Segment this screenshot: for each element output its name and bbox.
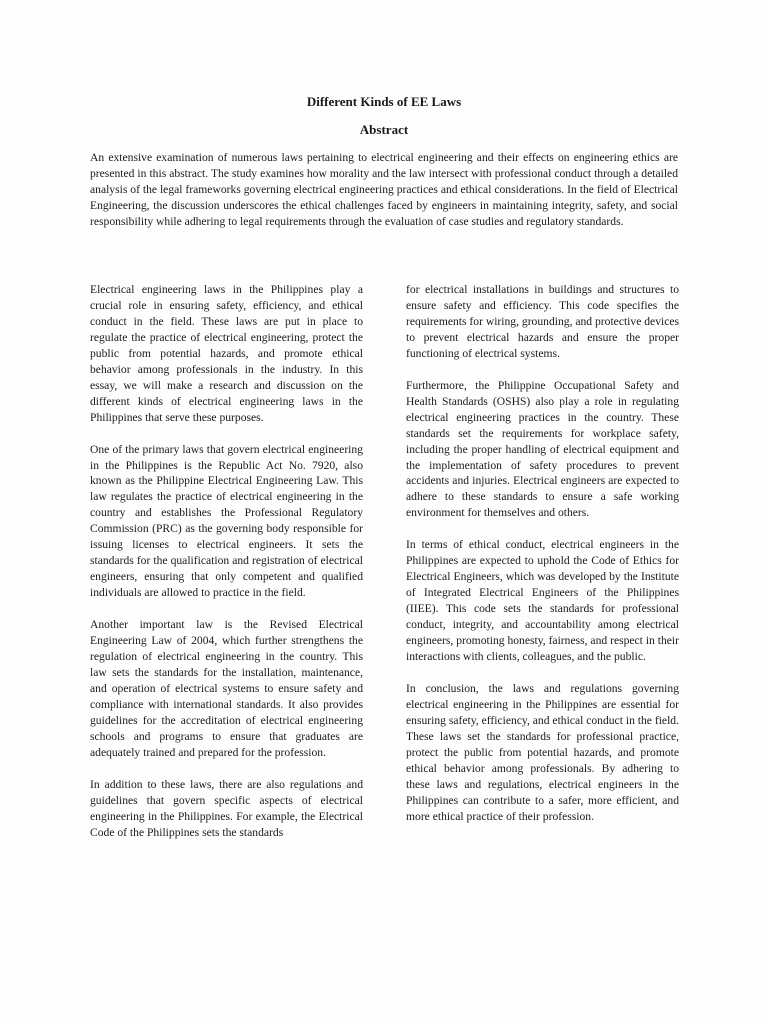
right-column <box>406 282 679 841</box>
left-paragraph-4: In addition to these laws, there are also regulations and guidelines that govern specific aspects of electrical engineering in the Philippines. For example, the Electrical Code of the Philippines sets the standards <box>90 777 363 839</box>
right-paragraph-3: In terms of ethical conduct, electrical engineers in the Philippines are expected to uphold the Code of Ethics for Electrical Engineers, which was developed by the Institute of Integrated Electrical Engineers of the Philippines (IIEE). This code sets the standards for professional conduct, integrity, and accountability among electrical engineers, promoting honesty, fairness, and respect in their interactions with clients, colleagues, and the public. <box>406 538 679 664</box>
left-column <box>90 282 363 857</box>
left-paragraph-1: Electrical engineering laws in the Philippines play a crucial role in ensuring safety, efficiency, and ethical conduct in the field. These laws are put in place to regulate the practice of electrical engineering, protect the public from potential hazards, and promote ethical behavior among professionals in the industry. In this essay, we will make a research and discussion on the different kinds of electrical engineering laws in the Philippines that serve these purposes. <box>90 283 363 424</box>
left-paragraph-3: Another important law is the Revised Electrical Engineering Law of 2004, which further strengthens the regulation of electrical engineering in the country. This law sets the standards for the installation, maintenance, and operation of electrical systems to ensure safety and compliance with international standards. It also provides guidelines for the accreditation of electrical engineering schools and programs to ensure that graduates are adequately trained and prepared for the profession. <box>90 618 363 759</box>
right-paragraph-1: for electrical installations in buildings and structures to ensure safety and efficiency. This code specifies the requirements for wiring, grounding, and protective devices to prevent electrical hazards and ensure the proper functioning of electrical systems. <box>406 283 680 360</box>
document-title: Different Kinds of EE Laws <box>306 94 462 109</box>
right-paragraph-2: Furthermore, the Philippine Occupational Safety and Health Standards (OSHS) also play a role in regulating electrical engineering practices in the country. These standards set the requirements for workplace safety, including the proper handling of electrical equipment and the implementation of safety procedures to prevent accidents and injuries. Electrical engineers are expected to adhere to these standards to ensure a safe working environment for themselves and others. <box>406 378 679 520</box>
abstract-text: An extensive examination of numerous laws pertaining to electrical engineering and their effects on engineering ethics are presented in this abstract. The study examines how morality and the law intersect with professional conduct through a detailed analysis of the legal frameworks governing electrical engineering practices and ethical considerations. In the field of Electrical Engineering, the discussion underscores the ethical challenges faced by engineers in maintaining integrity, safety, and social responsibility while adhering to legal requirements through the evaluation of case studies and regulatory standards. <box>90 151 678 228</box>
abstract-heading: Abstract <box>359 122 409 137</box>
right-paragraph-4: In conclusion, the laws and regulations governing electrical engineering in the Philippines are essential for ensuring safety, efficiency, and ethical conduct in the field. These laws set the standards for professional practice, protect the public from potential hazards, and promote ethical behavior among professionals. By adhering to these laws and regulations, electrical engineers in the Philippines can contribute to a safer, more efficient, and more ethical practice of their profession. <box>406 681 679 823</box>
left-paragraph-2: One of the primary laws that govern electrical engineering in the Philippines is the Republic Act No. 7920, also known as the Philippine Electrical Engineering Law. This law regulates the practice of electrical engineering in the country and establishes the Professional Regulatory Commission (PRC) as the governing body responsible for issuing licenses to electrical engineers. It sets the standards for the qualification and registration of electrical engineers, ensuring that only competent and qualified individuals are allowed to practice in the field. <box>90 442 363 600</box>
